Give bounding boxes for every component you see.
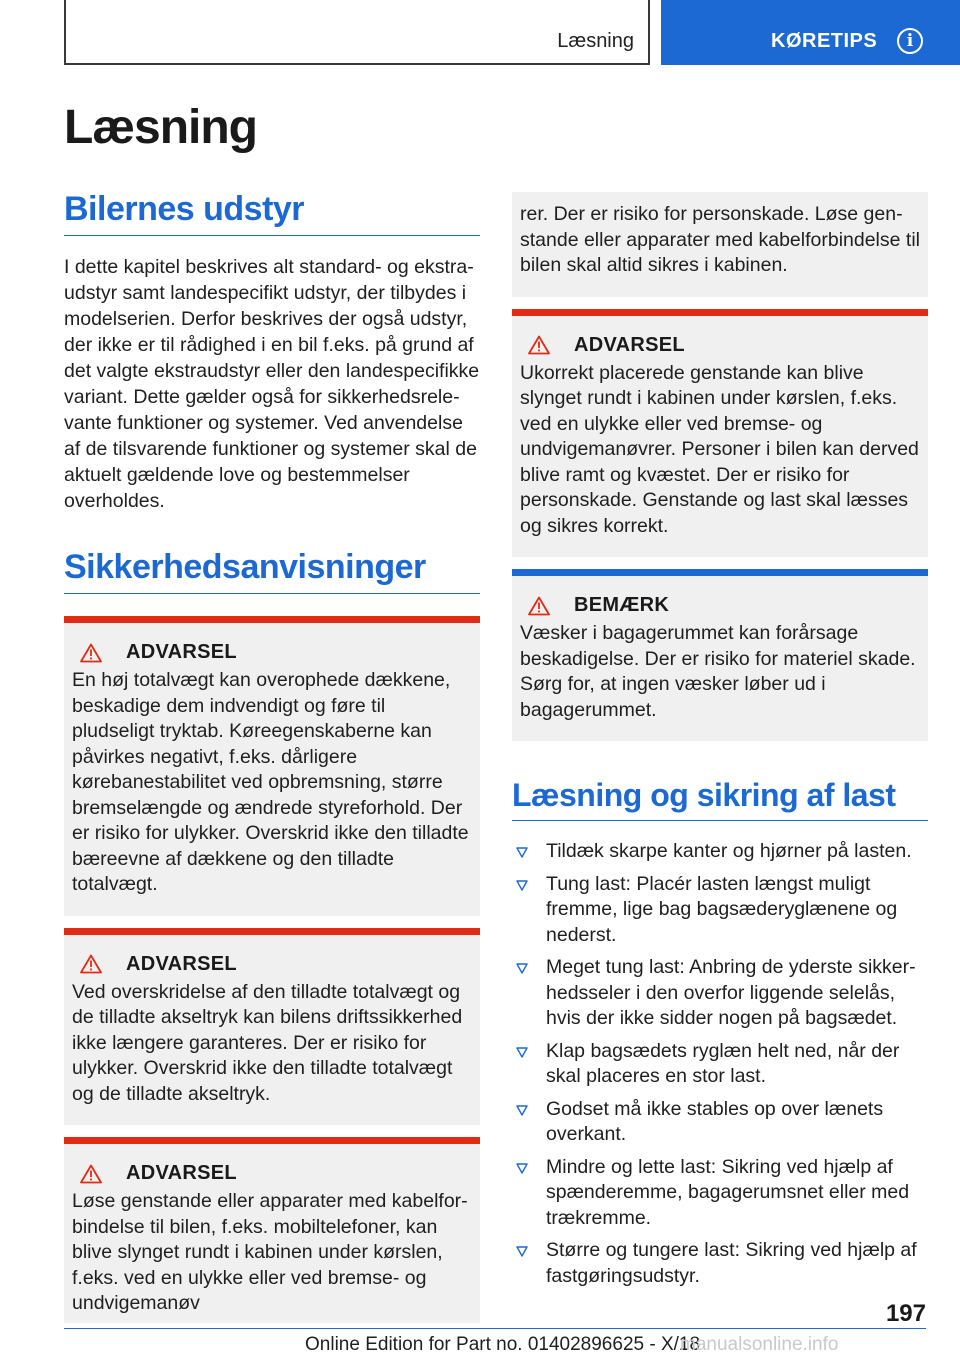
warning-box-title: ADVARSEL: [126, 952, 237, 975]
safety-heading: Sikkerhedsanvisninger: [64, 548, 480, 594]
header-section-box: [64, 0, 650, 65]
header-section-title: Læsning: [557, 30, 634, 52]
list-item-text: Mindre og lette last: Sikring ved hjælp af spænderemme, bagagerumsnet eller med trækremme.: [546, 1155, 910, 1229]
loading-list: [512, 839, 928, 1289]
warning-box-3: [64, 1137, 480, 1323]
warning-box-text-continued: rer. Der er risiko for personskade. Løse genstande eller apparater med kabelforbindelse til bilen skal altid sikres i kabinen.: [520, 203, 920, 276]
list-item: [512, 1097, 928, 1148]
header-chapter-box[interactable]: [661, 0, 960, 65]
triangle-bullet-icon: [516, 1047, 530, 1090]
list-item-text: Tildæk skarpe kanter og hjørner på lasten.: [546, 840, 912, 862]
triangle-bullet-icon: [516, 963, 530, 1032]
list-item-text: Godset må ikke stables op over lænets overkant.: [546, 1097, 884, 1145]
right-column: [512, 192, 928, 1296]
warning-box-1: [64, 616, 480, 916]
warning-box-text: Ukorrekt placerede genstande kan blive slynget rundt i kabinen under kørslen, f.eks. ved en ulykke eller ved bremse- og undvigemanøvrer. Personer i bilen kan derved blive ramt og kvæstet. Der er risiko for personskade. Genstande og last skal læsses og sikres korrekt.: [520, 361, 919, 537]
warning-box-header: [72, 641, 472, 664]
info-icon[interactable]: i: [897, 28, 923, 54]
page-number: 197: [885, 1300, 926, 1327]
warning-box-text: Løse genstande eller apparater med kabelforbindelse til bilen, f.eks. mobiltelefoner, kan blive slynget rundt i kabinen under kørslen, f.eks. ved en ulykke eller ved bremse- og undvigemanøv: [72, 1190, 468, 1314]
triangle-bullet-icon: [516, 847, 530, 865]
triangle-bullet-icon: [516, 1105, 530, 1148]
list-item: [512, 839, 928, 865]
footer-divider: [64, 1328, 926, 1329]
warning-triangle-icon: [80, 643, 102, 663]
list-item: [512, 1039, 928, 1090]
warning-triangle-icon: [80, 954, 102, 974]
header-chapter-title[interactable]: KØRETIPS: [771, 30, 878, 52]
notice-box-title: BEMÆRK: [574, 594, 670, 616]
warning-triangle-icon: [80, 1164, 102, 1184]
warning-box-title: ADVARSEL: [574, 333, 685, 356]
left-column: [64, 190, 480, 1323]
footer-edition-text: Online Edition for Part no. 01402896625 - X/18: [305, 1334, 701, 1355]
equipment-heading: Bilernes udstyr: [64, 190, 480, 236]
warning-box-text: Ved overskridelse af den tilladte totalvægt og de tilladte akseltryk kan bilens driftssikkerhed ikke længere garanteres. Der er risiko for ulykker. Overskrid ikke den tilladte totalvægt og de tilladte akseltryk.: [72, 980, 463, 1105]
warning-box-title: ADVARSEL: [126, 1162, 237, 1184]
triangle-bullet-icon: [516, 1163, 530, 1232]
list-item: [512, 1155, 928, 1232]
list-item-text: Tung last: Placér lasten længst muligt fremme, lige bag bagsæderyglænene og nederst.: [546, 872, 898, 946]
watermark: manualsonline.info: [680, 1334, 839, 1355]
triangle-bullet-icon: [516, 1246, 530, 1289]
list-item: [512, 955, 928, 1032]
triangle-bullet-icon: [516, 880, 530, 949]
notice-box-text: Væsker i bagagerummet kan forårsage beskadigelse. Der er risiko for materiel skade. Sørg for, at ingen væsker løber ud i bagagerummet.: [520, 622, 916, 721]
list-item-text: Klap bagsædets ryglæn helt ned, når der skal placeres en stor last.: [546, 1039, 900, 1087]
warning-box-2: [64, 928, 480, 1126]
page-title: Læsning: [64, 101, 257, 154]
warning-box-3-continued: [512, 192, 928, 297]
notice-box-header: [520, 594, 920, 617]
list-item-text: Meget tung last: Anbring de yderste sikkerhedsseler i den overfor liggende selelås, hvis der ikke sidder nogen på bagsædet.: [546, 956, 916, 1029]
loading-heading: Læsning og sikring af last: [512, 777, 928, 821]
warning-box-header: [520, 334, 920, 357]
list-item-text: Større og tungere last: Sikring ved hjælp af fastgøringsudstyr.: [546, 1239, 917, 1287]
warning-triangle-icon: [528, 596, 550, 616]
warning-triangle-icon: [528, 335, 550, 355]
warning-box-header: [72, 1162, 472, 1185]
warning-box-title: ADVARSEL: [126, 641, 237, 663]
warning-box-text: En høj totalvægt kan overophede dækkene, beskadige dem indvendigt og føre til pludseligt tryktab. Køreegenskaberne kan påvirkes negativt, f.eks. dårligere kørebanestabilitet ved opbremsning, større bremselængde og ændrede styreforhold. Der er risiko for ulykker. Overskrid ikke den tilladte bæreevne af dækkene og den tilladte totalvægt.: [72, 669, 469, 895]
list-item: [512, 872, 928, 949]
equipment-text: I dette kapitel beskrives alt standard- og ekstraudstyr samt landespecifikt udstyr, der tilbydes i modelserien. Derfor beskrives der også udstyr, der ikke er til rådighed i en bil f.eks. på grund af det valgte ekstraudstyr eller den landespecifikke variant. Dette gælder også for sikkerhedsrelevante funktioner og systemer. Ved anvendelse af de tilsvarende funktioner og systemer skal de aktuelt gældende love og bestemmelser overholdes.: [64, 256, 480, 512]
warning-box-4: [512, 309, 928, 558]
warning-box-header: [72, 953, 472, 976]
list-item: [512, 1238, 928, 1289]
notice-box: [512, 569, 928, 741]
